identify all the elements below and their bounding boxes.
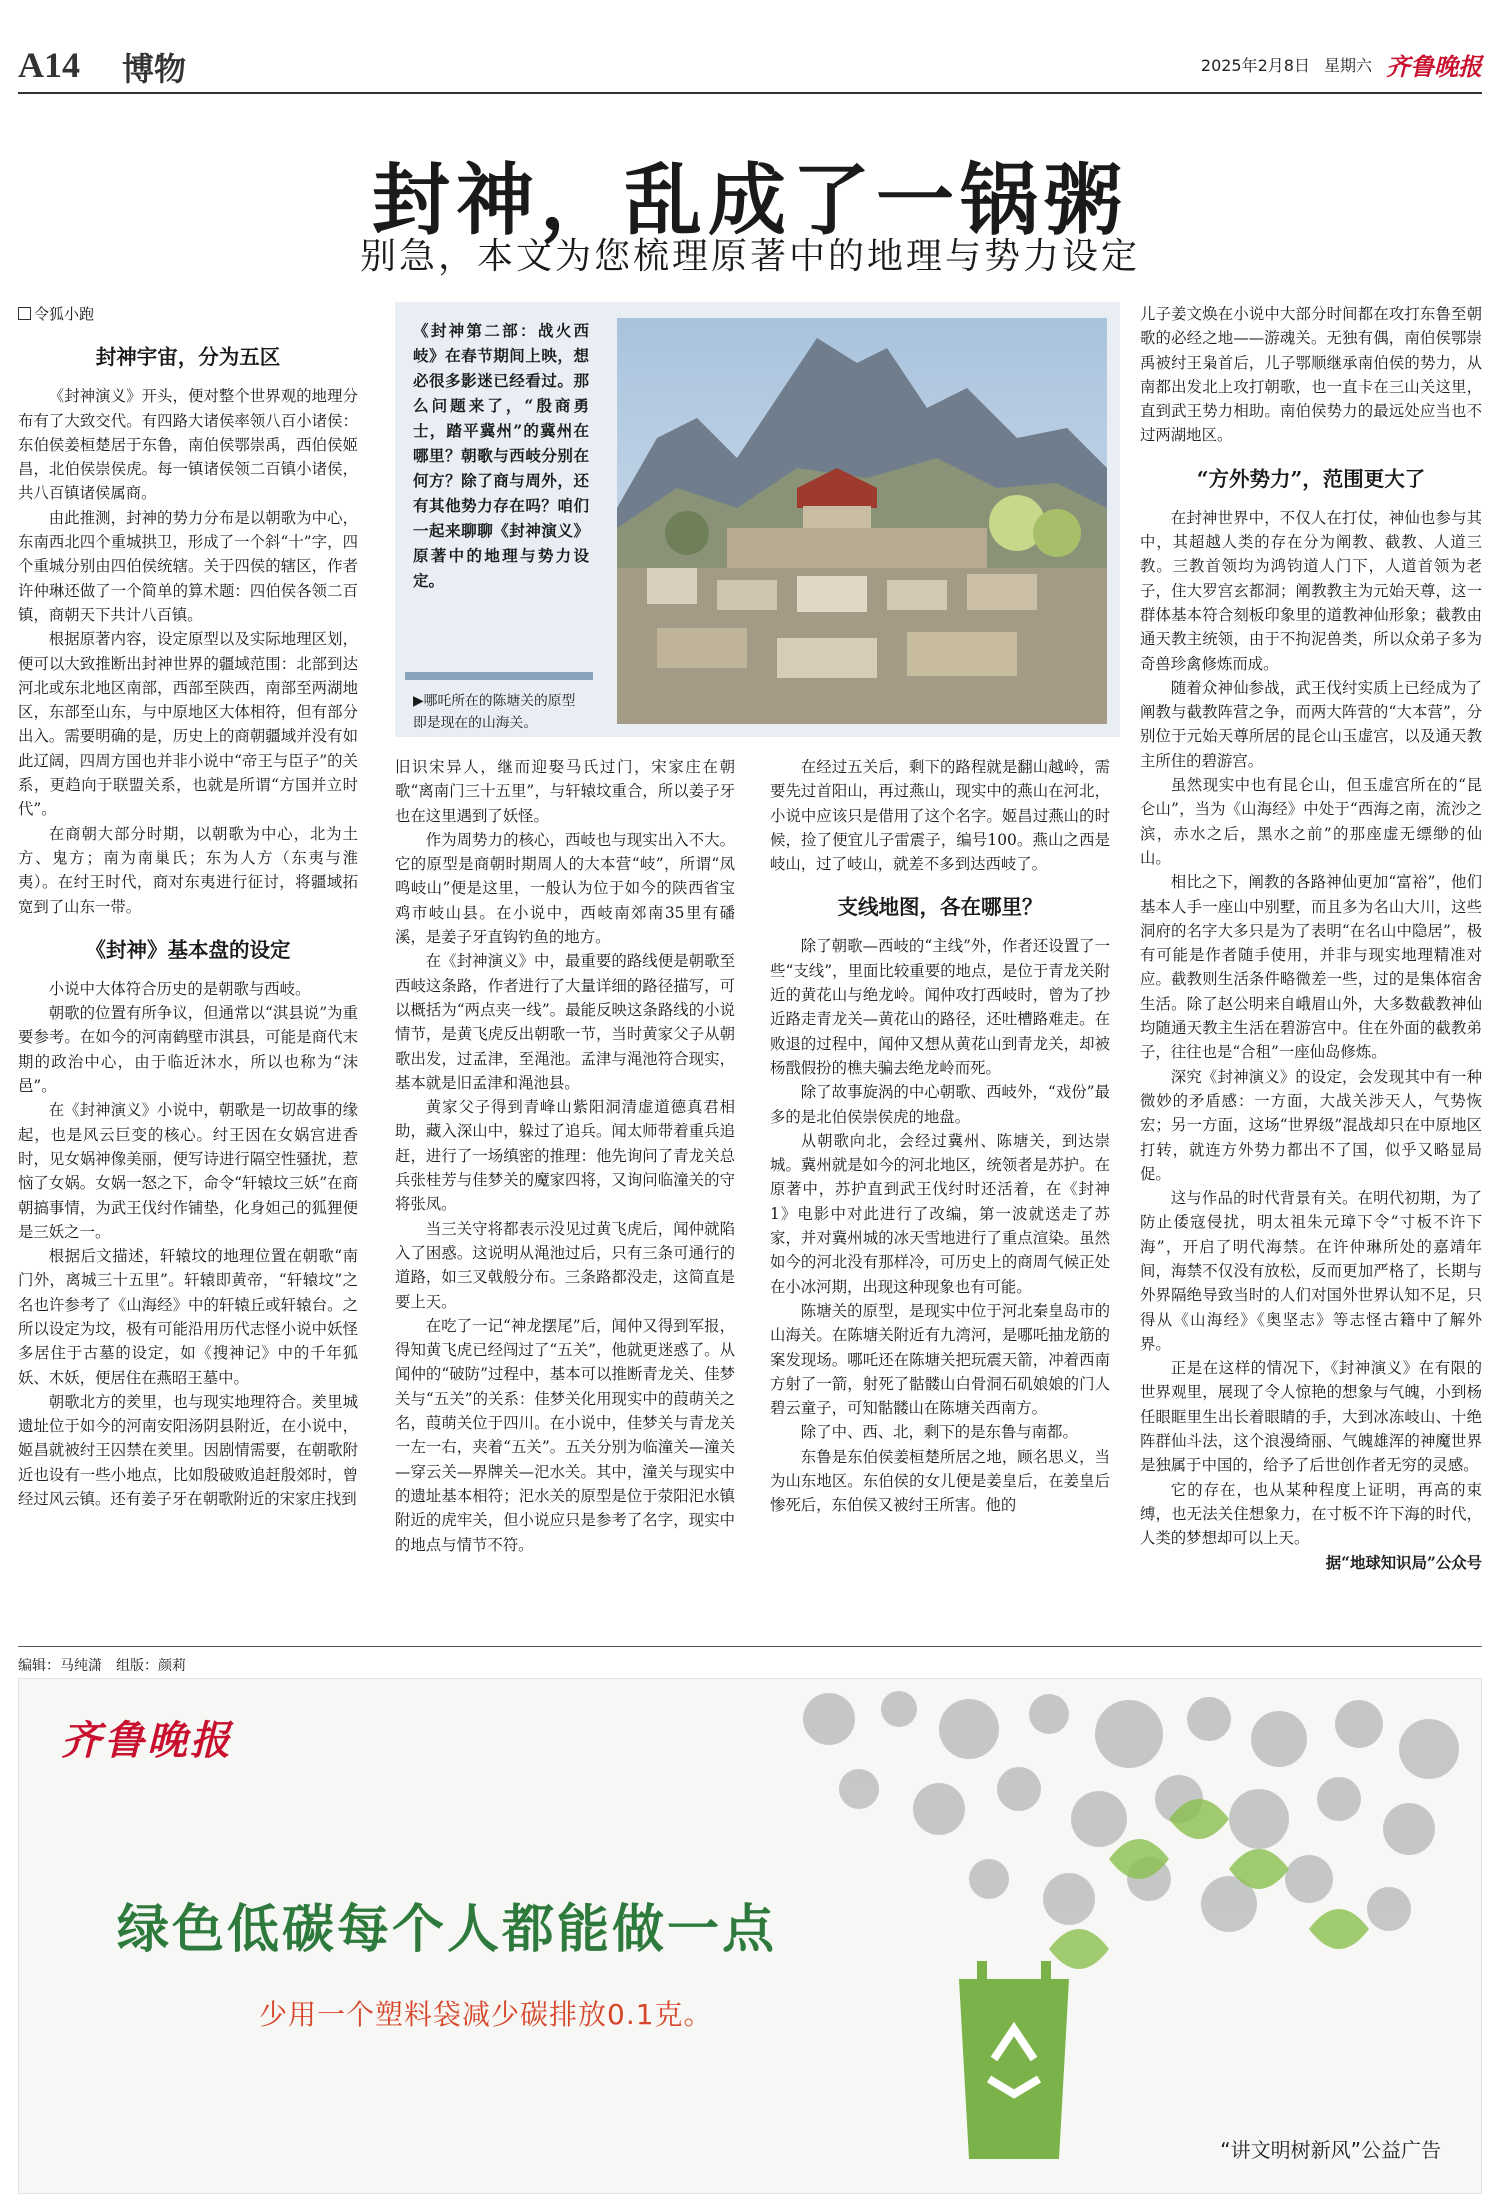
article-headline: 封神，乱成了一锅粥 <box>371 155 1128 246</box>
byline-box-icon <box>18 307 31 320</box>
section-heading: “方外势力”，范围更大了 <box>1196 466 1426 491</box>
paragraph: 朝歌的位置有所争议，但通常以“淇县说”为重要参考。在如今的河南鹤壁市淇县，可能是商代末期的政治中心，由于临近沐水，所以也称为“沫邑”。 <box>18 1004 358 1096</box>
paragraph: 虽然现实中也有昆仑山，但玉虚宫所在的“昆仑山”，当为《山海经》中处于“西海之南，流沙之滨，赤水之后，黑水之前”的那座虚无缥缈的仙山。 <box>1140 776 1482 867</box>
column-1 <box>18 302 358 1632</box>
paragraph: 这与作品的时代背景有关。在明代初期，为了防止倭寇侵扰，明太祖朱元璋下令“寸板不许下海”，开启了明代海禁。在许仲琳所处的嘉靖年间，海禁不仅没有放松，反而更加严格了，长期与外界隔绝导致当时的人们对国外世界认知不足，只得从《山海经》《奥坚志》等志怪古籍中了解外界。 <box>1140 1189 1482 1353</box>
ad-title: 绿色低碳每个人都能做一点 <box>117 1900 778 1960</box>
paragraph: 黄家父子得到青峰山紫阳洞清虚道德真君相助，藏入深山中，躲过了追兵。闻太师带着重兵追赶，进行了一场缜密的推理：他先询问了青龙关总兵张桂芳与佳梦关的魔家四将，又询问临潼关的守将张凤。 <box>395 1098 735 1214</box>
section-title: 博物 <box>122 50 187 88</box>
column-3 <box>770 755 1110 1632</box>
editor-credits: 编辑：马纯潇 组版：颜莉 <box>18 1646 1482 1675</box>
shanhaiguan-photo <box>617 318 1107 724</box>
header-rule <box>18 92 1482 94</box>
page-header <box>18 38 1482 98</box>
paragraph: 朝歌北方的羑里，也与现实地理符合。羑里城遗址位于如今的河南安阳汤阴县附近，在小说中，姬昌就被纣王囚禁在羑里。因剧情需要，在朝歌附近也设有一些小地点，比如殷破败追赶殷郊时，曾经过风云镇。还有姜子牙在朝歌附近的宋家庄找到 <box>18 1392 358 1509</box>
paragraph: 正是在这样的情况下，《封神演义》在有限的世界观里，展现了令人惊艳的想象与气魄，小到杨任眼眶里生出长着眼睛的手，大到冰冻岐山、十绝阵群仙斗法，这个浪漫绮丽、气魄雄浑的神魔世界是独属于中国的，给予了后世创作者无穷的灵感。 <box>1140 1359 1482 1475</box>
paragraph: 在经过五关后，剩下的路程就是翻山越岭，需要先过首阳山，再过燕山，现实中的燕山在河北，小说中应该只是借用了这个名字。姬昌过燕山的时候，捡了便宜儿子雷震子，编号100。燕山之西是岐山，过了岐山，就差不多到达西岐了。 <box>770 758 1110 874</box>
byline <box>18 302 358 326</box>
source-credit: 据“地球知识局”公众号 <box>1325 1553 1482 1572</box>
paragraph: 旧识宋异人，继而迎娶马氏过门，宋家庄在朝歌“离南门三十五里”，与轩辕坟重合，所以姜子牙也在这里遇到了妖怪。 <box>395 758 735 825</box>
ad-logo: 齐鲁晚报 <box>61 1717 233 1764</box>
paragraph: 东鲁是东伯侯姜桓楚所居之地，顾名思义，当为山东地区。东伯侯的女儿便是姜皇后，在姜皇后惨死后，东伯侯又被纣王所害。他的 <box>770 1447 1110 1515</box>
photo-caption: ▶哪吒所在的陈塘关的原型即是现在的山海关。 <box>413 693 576 731</box>
page-number: A14 <box>18 45 80 85</box>
paragraph: 作为周势力的核心，西岐也与现实出入不大。它的原型是商朝时期周人的大本营“岐”，所谓“凤鸣岐山”便是这里，一般认为位于如今的陕西省宝鸡市岐山县。在小说中，西岐南郊南35里有磻溪，是姜子牙直钩钓鱼的地方。 <box>395 830 735 947</box>
paragraph: 除了朝歌—西岐的“主线”外，作者还设置了一些“支线”，里面比较重要的地点，是位于青龙关附近的黄花山与绝龙岭。闻仲攻打西岐时，曾为了抄近路走青龙关—黄花山的路径，还吐槽路难走。在败退的过程中，闻仲又想从黄花山到青龙关，却被杨戬假扮的樵夫骗去绝龙岭而死。 <box>770 937 1110 1077</box>
paragraph: 小说中大体符合历史的是朝歌与西岐。 <box>48 979 311 998</box>
section-heading: 支线地图，各在哪里？ <box>837 895 1043 920</box>
paragraph: 根据原著内容，设定原型以及实际地理区划，便可以大致推断出封神世界的疆域范围：北部到达河北或东北地区南部，西部至陕西，南部至两湖地区，东部至山东，与中原地区大体相符，但有部分出入。需要明确的是，历史上的商朝疆域并没有如此辽阔，四周方国也并非小说中“帝王与臣子”的关系，更趋向于联盟关系，也就是所谓“方国并立时代”。 <box>18 630 358 819</box>
paragraph: 《封神演义》开头，便对整个世界观的地理分布有了大致交代。有四路大诸侯率领八百小诸侯：东伯侯姜桓楚居于东鲁，南伯侯鄂崇禹，西伯侯姬昌，北伯侯崇侯虎。每一镇诸侯领二百镇小诸侯，共八百镇诸侯属商。 <box>18 387 358 503</box>
column-4 <box>1140 302 1482 1632</box>
lead-divider <box>405 672 593 680</box>
paragraph: 从朝歌向北，会经过冀州、陈塘关，到达崇城。冀州就是如今的河北地区，统领者是苏护。在原著中，苏护直到武王伐纣时还活着，在《封神1》电影中对此进行了改编，第一波就送走了苏家，并对冀州城的冰天雪地进行了重点渲染。虽然如今的河北没有那样冷，可历史上的商周气候正处在小冰河期，出现这种现象也有可能。 <box>770 1131 1110 1296</box>
paragraph: 儿子姜文焕在小说中大部分时间都在攻打东鲁至朝歌的必经之地——游魂关。无独有偶，南伯侯鄂崇禹被纣王枭首后，儿子鄂顺继承南伯侯的势力，从南都出发北上攻打朝歌，也一直卡在三山关这里，直到武王势力相助。南伯侯势力的最远处应当也不过两湖地区。 <box>1140 305 1482 445</box>
eco-icons-illustration <box>709 1679 1482 2194</box>
paragraph: 陈塘关的原型，是现实中位于河北秦皇岛市的山海关。在陈塘关附近有九湾河，是哪吒抽龙筋的案发现场。哪吒还在陈塘关把玩震天箭，冲着西南方射了一箭，射死了骷髅山白骨洞石矶娘娘的门人碧云童子，可知骷髅山在陈塘关西南方。 <box>770 1301 1110 1418</box>
paragraph: 在《封神演义》小说中，朝歌是一切故事的缘起，也是风云巨变的核心。纣王因在女娲宫进香时，见女娲神像美丽，便写诗进行隔空性骚扰，惹恼了女娲。女娲一怒之下，命令“轩辕坟三妖”在商朝搞事情，为武王伐纣作铺垫，化身妲己的狐狸便是三妖之一。 <box>18 1101 358 1241</box>
section-heading: 封神宇宙，分为五区 <box>95 345 281 370</box>
masthead-logo: 齐鲁晚报 <box>1386 51 1482 81</box>
public-service-ad <box>18 1678 1482 2194</box>
paragraph: 随着众神仙参战，武王伐纣实质上已经成为了阐教与截教阵营之争，而两大阵营的“大本营”，分别位于元始天尊所居的昆仑山玉虚宫，以及通天教主所住的碧游宫。 <box>1140 678 1482 770</box>
paragraph: 由此推测，封神的势力分布是以朝歌为中心，东南西北四个重城拱卫，形成了一个斜“十”字，四个重城分别由四伯侯统辖。关于四侯的辖区，作者许仲琳还做了一个简单的算术题：四伯侯各领二百镇，商朝天下共计八百镇。 <box>18 508 358 624</box>
masthead-info <box>1201 46 1482 82</box>
ad-subtitle: 少用一个塑料袋减少碳排放0.1克。 <box>259 1998 713 2031</box>
lead-box <box>395 302 1120 737</box>
paragraph: 除了故事旋涡的中心朝歌、西岐外，“戏份”最多的是北伯侯崇侯虎的地盘。 <box>770 1083 1110 1126</box>
paragraph: 相比之下，阐教的各路神仙更加“富裕”，他们基本人手一座山中别墅，而且多为名山大川，这些洞府的名字大多只是为了表明“在名山中隐居”，极有可能是作者随手使用，并非与现实地理精准对应。截教则生活条件略微差一些，过的是集体宿舍生活。除了赵公明来自峨眉山外，大多数截教神仙均随通天教主生活在碧游宫中。住在外面的截教弟子，往往也是“合租”一座仙岛修炼。 <box>1140 873 1482 1062</box>
paragraph: 除了中、西、北，剩下的是东鲁与南都。 <box>800 1423 1078 1442</box>
byline-author: 令狐小跑 <box>34 305 95 323</box>
issue-date: 2025年2月8日 <box>1200 55 1310 75</box>
lead-intro: 《封神第二部：战火西岐》在春节期间上映，想必很多影迷已经看过。那么问题来了，“殷商勇士，踏平冀州”的冀州在哪里？朝歌与西岐分别在何方？除了商与周外，还有其他势力存在吗？咱们一起来聊聊《封神演义》原著中的地理与势力设定。 <box>413 321 589 590</box>
paragraph: 深究《封神演义》的设定，会发现其中有一种微妙的矛盾感：一方面，大战关涉天人，气势恢宏；另一方面，这场“世界级”混战却只在中原地区打转，就连方外势力都出不了国，似乎又略显局促。 <box>1140 1067 1482 1183</box>
paragraph: 它的存在，也从某种程度上证明，再高的束缚，也无法关住想象力，在寸板不许下海的时代，人类的梦想却可以上天。 <box>1140 1480 1482 1548</box>
paragraph: 根据后文描述，轩辕坟的地理位置在朝歌“南门外，离城三十五里”。轩辕即黄帝，“轩辕坟”之名也许参考了《山海经》中的轩辕丘或轩辕台。之所以设定为坟，极有可能沿用历代志怪小说中妖怪多居住于古墓的设定，如《搜神记》中的千年狐妖、木妖，便居住在燕昭王墓中。 <box>18 1247 358 1387</box>
paragraph: 在吃了一记“神龙摆尾”后，闻仲又得到军报，得知黄飞虎已经闯过了“五关”，他就更迷惑了。从闻仲的“破防”过程中，基本可以推断青龙关、佳梦关与“五关”的关系：佳梦关化用现实中的葭萌关之名，葭萌关位于四川。在小说中，佳梦关与青龙关一左一右，夹着“五关”。五关分别为临潼关—潼关—穿云关—界牌关—汜水关。其中，潼关与现实中的遗址基本相符；汜水关的原型是位于荥阳汜水镇附近的虎牢关，但小说应只是参考了名字，现实中的地点与情节不符。 <box>395 1316 735 1554</box>
issue-weekday: 星期六 <box>1323 55 1372 75</box>
section-heading: 《封神》基本盘的设定 <box>85 937 291 962</box>
ad-tagline: “讲文明树新风”公益广告 <box>1220 2138 1441 2162</box>
paragraph: 在《封神演义》中，最重要的路线便是朝歌至西岐这条路，作者进行了大量详细的路径描写，可以概括为“两点夹一线”。最能反映这条路线的小说情节，是黄飞虎反出朝歌一节，当时黄家父子从朝歌出发，过孟津，至渑池。孟津与渑池符合现实，基本就是旧孟津和渑池县。 <box>395 952 735 1092</box>
landscape-illustration <box>617 318 1107 724</box>
article-subhead: 别急，本文为您梳理原著中的地理与势力设定 <box>359 236 1140 277</box>
paragraph: 当三关守将都表示没见过黄飞虎后，闻仲就陷入了困惑。这说明从渑池过后，只有三条可通行的道路，如三叉戟般分布。三条路都没走，这简直是要上天。 <box>395 1219 735 1311</box>
paragraph: 在封神世界中，不仅人在打仗，神仙也参与其中，其超越人类的存在分为阐教、截教、人道三教。三教首领均为鸿钧道人门下，人道首领为老子，住大罗宫玄都洞；阐教教主为元始天尊，这一群体基本符合刻板印象里的道教神仙形象；截教由通天教主统领，由于不拘泥兽类，所以众弟子多为奇兽珍禽修炼而成。 <box>1140 508 1482 673</box>
paragraph: 在商朝大部分时期，以朝歌为中心，北为土方、鬼方；南为南巢氏；东为人方（东夷与淮夷）。在纣王时代，商对东夷进行征讨，将疆域拓宽到了山东一带。 <box>18 824 358 916</box>
column-2 <box>395 755 735 1632</box>
